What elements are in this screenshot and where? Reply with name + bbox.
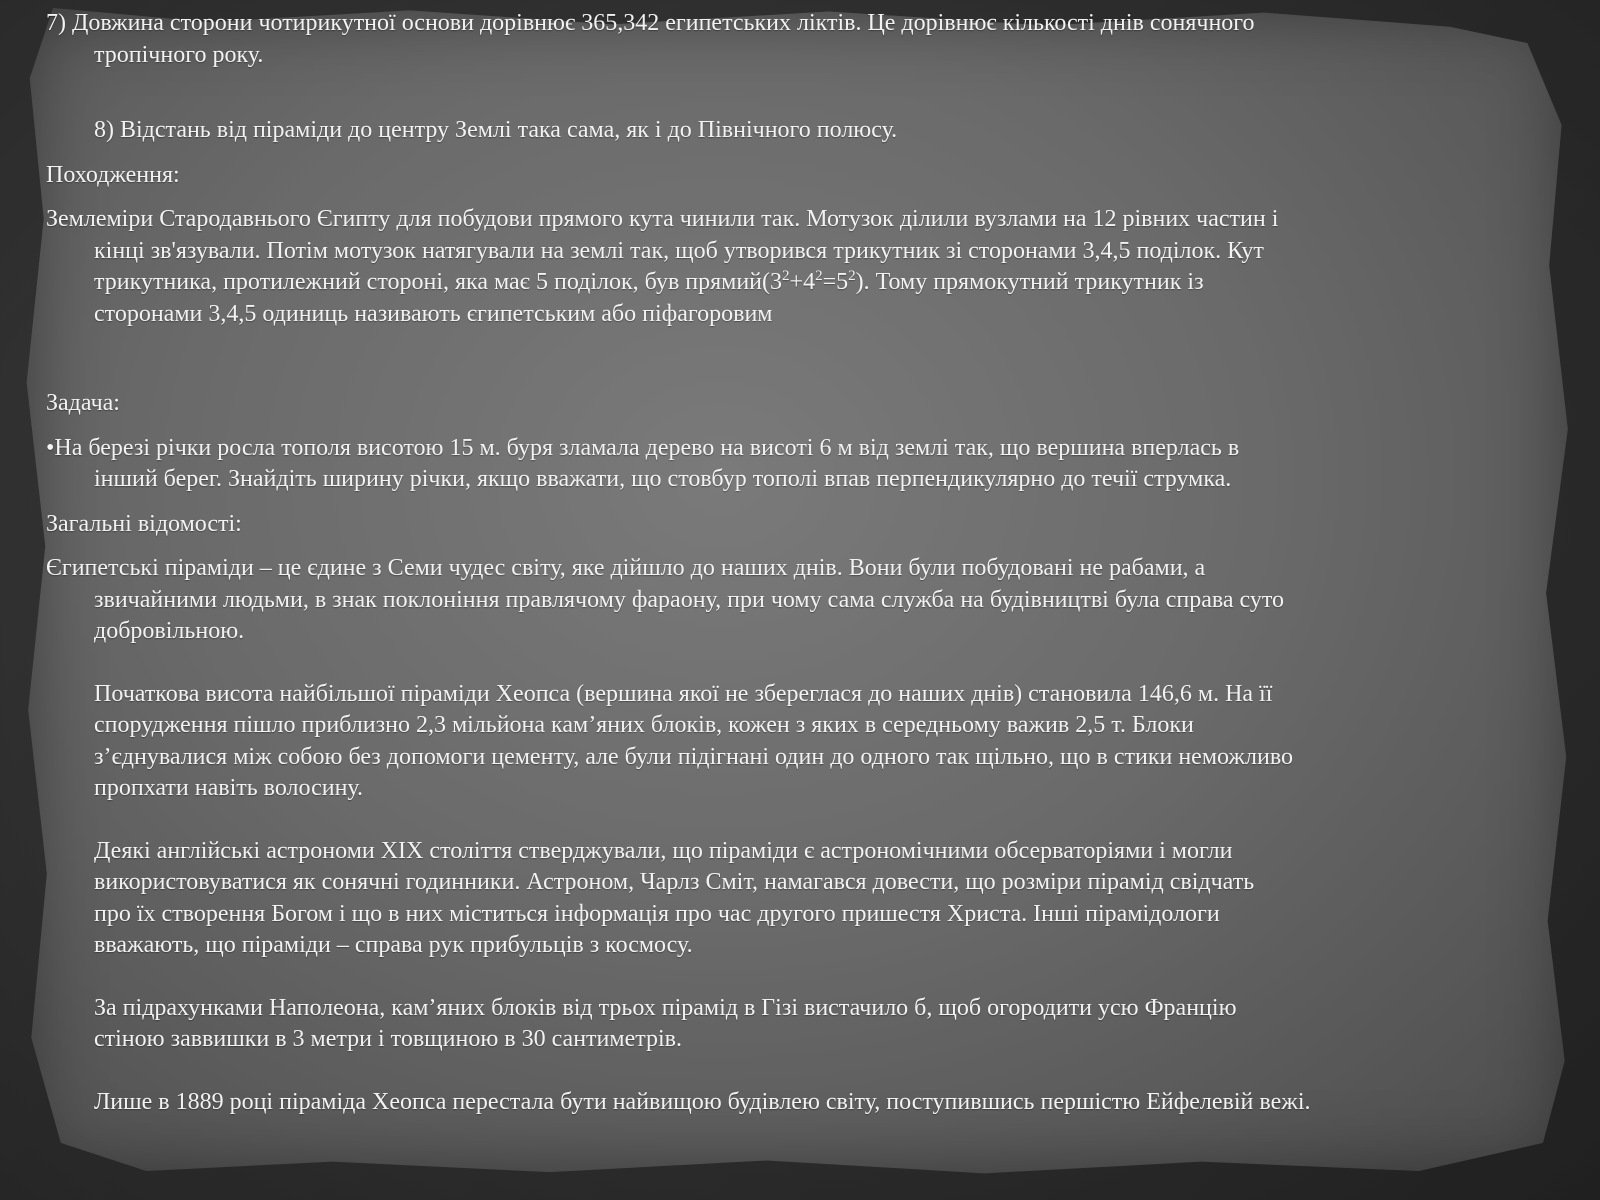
task-heading: Задача: xyxy=(46,390,120,416)
text-line: 7) Довжина сторони чотирикутної основи дорівнює 365,342 египетських ліктів. Це дорівнює кількості днів сонячного xyxy=(46,10,1255,36)
general-heading: Загальні відомості: xyxy=(46,510,242,537)
general-paragraph-d xyxy=(46,993,1546,1056)
text-line: спорудження пішло приблизно 2,3 мільйона кам’яних блоків, кожен з яких в середньому важив 2,5 т. Блоки xyxy=(94,712,1194,738)
text-line: Деякі англійські астрономи XIX століття стверджували, що піраміди є астрономічними обсерваторіями і могли xyxy=(94,837,1233,864)
text-line: За підрахунками Наполеона, кам’яних блоків від трьох пірамід в Гізі вистачило б, щоб огородити усю Францію xyxy=(94,994,1237,1021)
text-line: Єгипетські піраміди – це єдине з Семи чудес світу, яке дійшло до наших днів. Вони були побудовані не рабами, а xyxy=(46,555,1206,581)
text-line: використовуватися як сонячні годинники. Астроном, Чарлз Сміт, намагався довести, що розміри пірамід свідчать xyxy=(94,869,1255,895)
text-line: пропхати навіть волосину. xyxy=(94,775,364,801)
text-line: інший берег. Знайдіть ширину річки, якщо вважати, що стовбур тополі впав перпендикулярно до течії струмка. xyxy=(94,466,1232,492)
origin-heading: Походження: xyxy=(46,161,180,188)
text-line: сторонами 3,4,5 одиниць називають єгипетським або піфагоровим xyxy=(94,300,773,327)
item-7-paragraph xyxy=(46,8,1546,71)
task-paragraph xyxy=(46,433,1546,496)
text-line: добровільною. xyxy=(94,618,245,644)
text-line: тропічного року. xyxy=(94,41,264,68)
text-line: з’єднувалися між собою без допомоги цементу, але були підігнані один до одного так щільно, що в стики неможливо xyxy=(94,743,1293,770)
text-line-formula: трикутника, протилежний стороні, яка має 5 поділок, був $прямий(3^2+4^2=5^2)$. Тому прямокутний трикутник із xyxy=(94,268,1204,295)
item-8-paragraph: 8) Відстань від піраміди до центру Землі така сама, як і до Північного полюсу. xyxy=(94,117,898,143)
general-paragraph-e: Лише в 1889 році піраміда Хеопса перестала бути найвищою будівлею світу, поступившись першістю Ейфелевій вежі. xyxy=(94,1088,1311,1115)
text-line: кінці зв'язували. Потім мотузок натягували на землі так, щоб утворився трикутник зі сторонами 3,4,5 поділок. Кут xyxy=(94,237,1264,264)
text-line: звичайними людьми, в знак поклоніння правлячому фараону, при чому сама служба на будівництві була справа суто xyxy=(94,586,1285,613)
origin-paragraph xyxy=(46,204,1546,330)
text-line: про їх створення Богом і що в них міститься інформація про час другого пришестя Христа. Інші пірамідологи xyxy=(94,900,1220,927)
text-line: •На березі річки росла тополя висотою 15 м. буря зламала дерево на висоті 6 м від землі так, що вершина вперлась в xyxy=(46,434,1240,461)
general-paragraph-b xyxy=(46,679,1546,805)
text-line: стіною заввишки в 3 метри і товщиною в 30 сантиметрів. xyxy=(94,1026,682,1052)
slide-content xyxy=(46,8,1546,1118)
general-paragraph-a xyxy=(46,553,1546,648)
general-paragraph-c xyxy=(46,836,1546,962)
text-line: вважають, що піраміди – справа рук прибульців з космосу. xyxy=(94,932,693,958)
text-line: Початкова висота найбільшої піраміди Хеопса (вершина якої не збереглася до наших днів) становила 146,6 м. На її xyxy=(94,680,1273,707)
text-line: Землеміри Стародавнього Єгипту для побудови прямого кута чинили так. Мотузок ділили вузлами на 12 рівних частин і xyxy=(46,206,1279,232)
